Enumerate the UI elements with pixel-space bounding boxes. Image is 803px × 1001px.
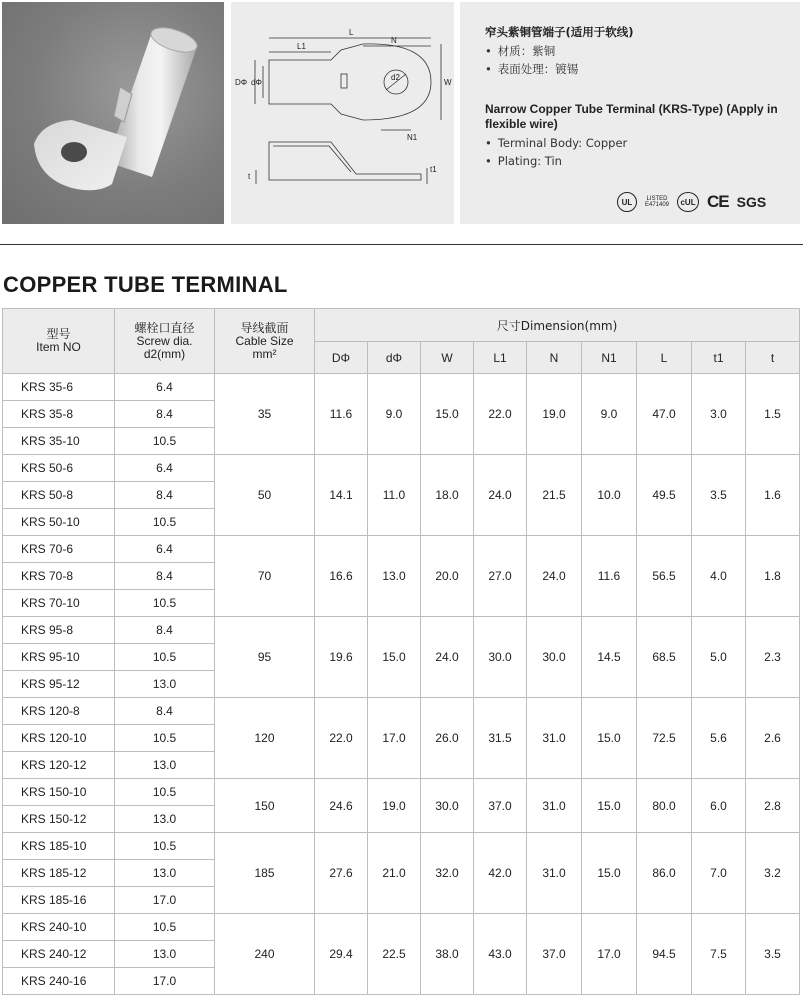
cell-screw: 8.4 (115, 617, 215, 644)
cell-dim-n1: 10.0 (582, 455, 637, 536)
cell-dim-d: 24.6 (315, 779, 368, 833)
certification-logos (617, 192, 766, 212)
label-t: t (248, 172, 251, 181)
cell-cable: 185 (215, 833, 315, 914)
cul-logo-icon: cUL (677, 192, 699, 212)
cell-dim-d: 19.6 (315, 617, 368, 698)
cell-dim-n: 30.0 (527, 617, 582, 698)
ul-logo-icon: UL (617, 192, 637, 212)
label-L1: L1 (297, 42, 306, 51)
header-item-en: Item NO (36, 340, 81, 354)
cell-item: KRS 50-6 (3, 455, 115, 482)
cell-screw: 17.0 (115, 968, 215, 995)
header-cable-unit: mm² (252, 346, 277, 361)
table-body (3, 374, 800, 995)
cell-item: KRS 95-10 (3, 644, 115, 671)
cell-cable: 70 (215, 536, 315, 617)
cell-dim-n: 19.0 (527, 374, 582, 455)
cell-dim-l1: 24.0 (474, 455, 527, 536)
cell-dim-l: 80.0 (637, 779, 692, 833)
zh-spec-plating: • 表面处理：镀锡 (485, 60, 578, 78)
cell-dim-t1: 6.0 (692, 779, 746, 833)
cell-item: KRS 240-16 (3, 968, 115, 995)
terminal-spec-table (2, 308, 800, 995)
cell-screw: 13.0 (115, 752, 215, 779)
table-row (3, 833, 800, 860)
cell-dim-n1: 15.0 (582, 779, 637, 833)
cell-item: KRS 150-12 (3, 806, 115, 833)
cell-cable: 35 (215, 374, 315, 455)
cell-dim-t: 3.5 (746, 914, 800, 995)
table-row (3, 374, 800, 401)
cell-dim-d: 11.0 (368, 455, 421, 536)
header-dim-0: DΦ (315, 342, 368, 374)
cell-item: KRS 35-6 (3, 374, 115, 401)
table-row (3, 617, 800, 644)
cell-dim-w: 30.0 (421, 779, 474, 833)
cell-dim-n1: 17.0 (582, 914, 637, 995)
header-cable-en: Cable Size (235, 333, 294, 348)
cell-dim-l1: 42.0 (474, 833, 527, 914)
header-dim-5: N1 (582, 342, 637, 374)
section-divider (0, 244, 803, 245)
cell-screw: 10.5 (115, 725, 215, 752)
cell-dim-n1: 14.5 (582, 617, 637, 698)
cell-dim-t1: 7.5 (692, 914, 746, 995)
cell-dim-w: 15.0 (421, 374, 474, 455)
header-dim-4: N (527, 342, 582, 374)
header-item (3, 309, 115, 374)
cell-screw: 13.0 (115, 806, 215, 833)
cell-dim-d: 11.6 (315, 374, 368, 455)
cell-dim-d: 13.0 (368, 536, 421, 617)
cell-dim-d: 16.6 (315, 536, 368, 617)
cell-screw: 10.5 (115, 644, 215, 671)
label-W: W (444, 78, 452, 87)
cell-screw: 10.5 (115, 914, 215, 941)
cell-dim-t1: 3.5 (692, 455, 746, 536)
cell-dim-w: 20.0 (421, 536, 474, 617)
ce-logo-icon: CE (707, 192, 729, 211)
table-row (3, 536, 800, 563)
terminal-photo-image (2, 2, 224, 224)
cell-screw: 6.4 (115, 455, 215, 482)
cell-dim-l: 86.0 (637, 833, 692, 914)
header-screw-en1: Screw dia. (136, 333, 193, 348)
cell-dim-d: 22.5 (368, 914, 421, 995)
header-dim-3: L1 (474, 342, 527, 374)
header-dimension-label: 尺寸Dimension(mm) (496, 318, 618, 333)
cell-screw: 10.5 (115, 833, 215, 860)
product-banner (0, 0, 803, 228)
cell-item: KRS 185-12 (3, 860, 115, 887)
header-dim-8: t (746, 342, 800, 374)
cell-item: KRS 50-10 (3, 509, 115, 536)
cell-item: KRS 70-8 (3, 563, 115, 590)
cell-dim-l1: 30.0 (474, 617, 527, 698)
zh-product-title: 窄头紫铜管端子(适用于软线) (485, 25, 634, 39)
cell-dim-t1: 5.6 (692, 698, 746, 779)
cell-dim-l: 94.5 (637, 914, 692, 995)
cell-item: KRS 185-16 (3, 887, 115, 914)
cell-dim-d: 29.4 (315, 914, 368, 995)
cell-cable: 240 (215, 914, 315, 995)
cell-cable: 150 (215, 779, 315, 833)
cell-screw: 8.4 (115, 482, 215, 509)
cell-dim-n: 21.5 (527, 455, 582, 536)
label-D: DΦ (235, 78, 248, 87)
cell-dim-l1: 27.0 (474, 536, 527, 617)
cell-dim-d: 27.6 (315, 833, 368, 914)
dimension-diagram (231, 2, 454, 224)
cell-item: KRS 240-10 (3, 914, 115, 941)
cell-screw: 13.0 (115, 941, 215, 968)
header-dim-2: W (421, 342, 474, 374)
table-row (3, 914, 800, 941)
cell-screw: 13.0 (115, 860, 215, 887)
section-title: COPPER TUBE TERMINAL (3, 272, 288, 297)
cell-dim-n: 31.0 (527, 833, 582, 914)
label-N1: N1 (407, 133, 418, 142)
cell-cable: 120 (215, 698, 315, 779)
header-cable-zh: 导线截面 (240, 320, 289, 335)
cell-screw: 10.5 (115, 590, 215, 617)
cell-dim-n1: 15.0 (582, 833, 637, 914)
cell-dim-n1: 15.0 (582, 698, 637, 779)
label-t1: t1 (430, 165, 437, 174)
zh-spec-list (485, 42, 578, 78)
cell-dim-l: 49.5 (637, 455, 692, 536)
cell-item: KRS 120-10 (3, 725, 115, 752)
cell-dim-n1: 11.6 (582, 536, 637, 617)
cell-item: KRS 35-8 (3, 401, 115, 428)
label-d2: d2 (391, 73, 400, 82)
cell-dim-t: 1.8 (746, 536, 800, 617)
cell-dim-w: 18.0 (421, 455, 474, 536)
cell-item: KRS 35-10 (3, 428, 115, 455)
cell-dim-d: 9.0 (368, 374, 421, 455)
cell-dim-n1: 9.0 (582, 374, 637, 455)
cell-dim-t: 2.6 (746, 698, 800, 779)
header-cable (215, 309, 315, 374)
cell-dim-t1: 7.0 (692, 833, 746, 914)
cell-item: KRS 95-8 (3, 617, 115, 644)
cell-dim-t: 1.6 (746, 455, 800, 536)
cell-item: KRS 70-6 (3, 536, 115, 563)
cell-dim-t1: 3.0 (692, 374, 746, 455)
cell-dim-l: 56.5 (637, 536, 692, 617)
cell-screw: 17.0 (115, 887, 215, 914)
table-row (3, 455, 800, 482)
cell-screw: 8.4 (115, 563, 215, 590)
en-spec-material: • Terminal Body: Copper (485, 134, 627, 152)
cell-dim-t: 2.3 (746, 617, 800, 698)
listed-number: E471409 (645, 202, 670, 208)
cell-dim-l: 47.0 (637, 374, 692, 455)
listed-text: LISTED (646, 196, 668, 202)
header-dim-7: t1 (692, 342, 746, 374)
cell-item: KRS 185-10 (3, 833, 115, 860)
cell-dim-n: 31.0 (527, 779, 582, 833)
cell-dim-d: 19.0 (368, 779, 421, 833)
cell-dim-l: 72.5 (637, 698, 692, 779)
header-screw-en2: d2(mm) (143, 346, 186, 361)
header-screw-zh: 螺栓口直径 (134, 320, 195, 335)
cell-screw: 6.4 (115, 374, 215, 401)
header-screw (115, 309, 215, 374)
product-specs (460, 2, 800, 224)
cell-item: KRS 70-10 (3, 590, 115, 617)
cell-dim-t1: 4.0 (692, 536, 746, 617)
cell-dim-d: 14.1 (315, 455, 368, 536)
en-product-title: Narrow Copper Tube Terminal (KRS-Type) (Apply in flexible wire) (485, 102, 778, 131)
cell-dim-l1: 43.0 (474, 914, 527, 995)
cell-dim-t: 3.2 (746, 833, 800, 914)
cell-dim-l1: 37.0 (474, 779, 527, 833)
cell-dim-t: 1.5 (746, 374, 800, 455)
cell-dim-d: 17.0 (368, 698, 421, 779)
cell-item: KRS 240-12 (3, 941, 115, 968)
cell-screw: 8.4 (115, 401, 215, 428)
technical-drawing (231, 2, 454, 224)
cell-item: KRS 95-12 (3, 671, 115, 698)
header-dim-6: L (637, 342, 692, 374)
cell-screw: 10.5 (115, 779, 215, 806)
header-dimension (315, 309, 800, 342)
table-row (3, 698, 800, 725)
table-row (3, 779, 800, 806)
cell-dim-t: 2.8 (746, 779, 800, 833)
cell-dim-l1: 31.5 (474, 698, 527, 779)
product-photo (2, 2, 224, 224)
label-L: L (349, 28, 354, 37)
cell-dim-d: 15.0 (368, 617, 421, 698)
header-item-zh: 型号 (46, 327, 71, 341)
cell-cable: 50 (215, 455, 315, 536)
cell-dim-n: 31.0 (527, 698, 582, 779)
cell-dim-d: 22.0 (315, 698, 368, 779)
sgs-logo-icon: SGS (736, 194, 767, 210)
cell-screw: 6.4 (115, 536, 215, 563)
zh-spec-material: • 材质：紫铜 (485, 42, 578, 60)
cell-dim-w: 32.0 (421, 833, 474, 914)
cell-dim-l1: 22.0 (474, 374, 527, 455)
cell-screw: 8.4 (115, 698, 215, 725)
cell-dim-n: 24.0 (527, 536, 582, 617)
cell-item: KRS 120-8 (3, 698, 115, 725)
cell-cable: 95 (215, 617, 315, 698)
ul-listed-mark (645, 196, 669, 208)
cell-dim-w: 24.0 (421, 617, 474, 698)
cell-dim-n: 37.0 (527, 914, 582, 995)
cell-dim-d: 21.0 (368, 833, 421, 914)
cell-dim-w: 26.0 (421, 698, 474, 779)
en-spec-plating: • Plating: Tin (485, 152, 627, 170)
cell-item: KRS 120-12 (3, 752, 115, 779)
cell-dim-w: 38.0 (421, 914, 474, 995)
cell-screw: 13.0 (115, 671, 215, 698)
en-spec-list (485, 134, 627, 170)
cell-item: KRS 50-8 (3, 482, 115, 509)
cell-screw: 10.5 (115, 509, 215, 536)
label-N: N (391, 36, 397, 45)
header-dim-1: dΦ (368, 342, 421, 374)
cell-screw: 10.5 (115, 428, 215, 455)
cell-dim-t1: 5.0 (692, 617, 746, 698)
cell-item: KRS 150-10 (3, 779, 115, 806)
cell-dim-l: 68.5 (637, 617, 692, 698)
label-d: dΦ (251, 78, 262, 87)
